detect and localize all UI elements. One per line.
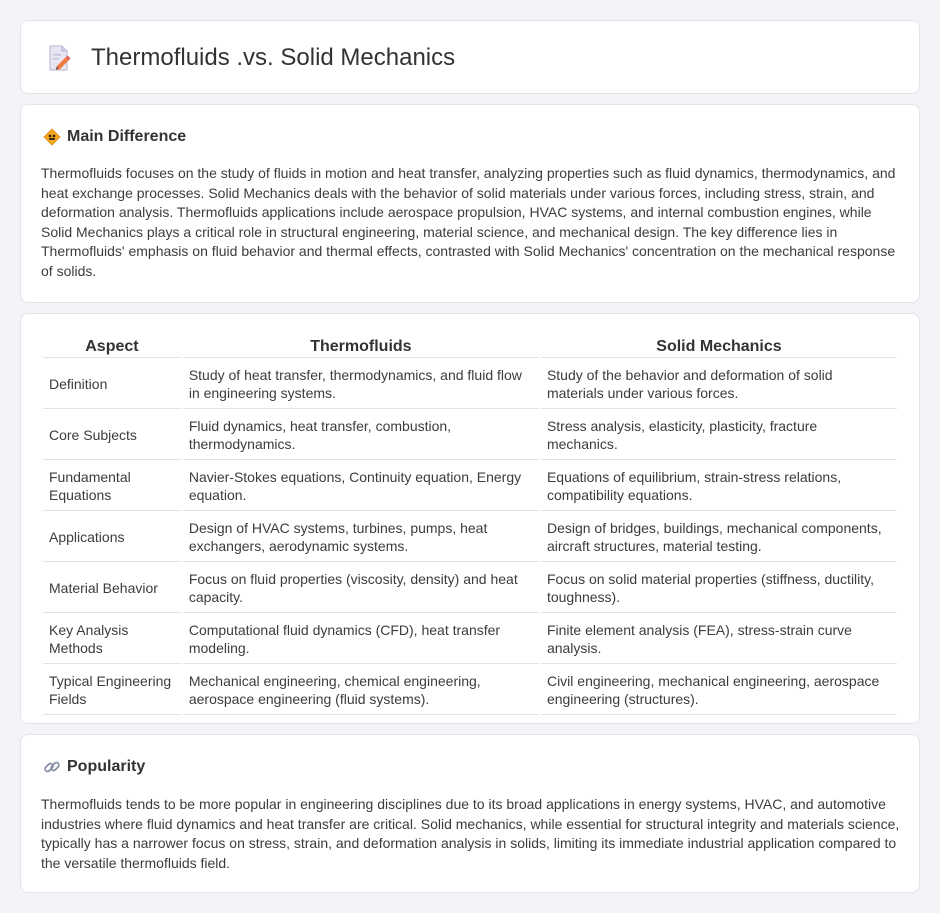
title-row: [47, 43, 455, 73]
thermofluids-cell: Navier-Stokes equations, Continuity equation, Energy equation.: [183, 462, 539, 511]
aspect-cell: Core Subjects: [43, 411, 181, 460]
table-header-row: [43, 336, 897, 358]
page-title: Thermofluids .vs. Solid Mechanics: [91, 44, 456, 71]
popularity-heading: Popularity: [67, 758, 146, 775]
table-row: [43, 615, 897, 664]
table-row: [43, 411, 897, 460]
comparison-card: [20, 313, 920, 724]
main-difference-heading: Main Difference: [67, 128, 187, 145]
header-solid-mechanics: Solid Mechanics: [541, 336, 897, 358]
popularity-text: Thermofluids tends to be more popular in engineering disciplines due to its broad applications in energy systems, HVAC, and automotive industries where fluid dynamics and heat transfer are critical. Solid mechanics, while essential for structural integrity and materials science, typically has a narrower focus on stress, strain, and deformation analysis in solids, limiting its immediate industrial application compared to the versatile thermofluids field.: [41, 796, 900, 871]
main-difference-card: [20, 104, 920, 303]
solid-mechanics-cell: Equations of equilibrium, strain-stress relations, compatibility equations.: [541, 462, 897, 511]
diamond-sign-icon: [43, 128, 61, 146]
aspect-cell: Key Analysis Methods: [43, 615, 181, 664]
aspect-cell: Material Behavior: [43, 564, 181, 613]
thermofluids-cell: Design of HVAC systems, turbines, pumps, heat exchangers, aerodynamic systems.: [183, 513, 539, 562]
solid-mechanics-cell: Study of the behavior and deformation of solid materials under various forces.: [541, 360, 897, 409]
main-difference-heading-row: [43, 127, 186, 147]
thermofluids-cell: Focus on fluid properties (viscosity, density) and heat capacity.: [183, 564, 539, 613]
table-row: [43, 564, 897, 613]
header-card: [20, 20, 920, 94]
aspect-cell: Definition: [43, 360, 181, 409]
popularity-card: [20, 734, 920, 893]
thermofluids-cell: Study of heat transfer, thermodynamics, and fluid flow in engineering systems.: [183, 360, 539, 409]
solid-mechanics-cell: Design of bridges, buildings, mechanical components, aircraft structures, material testing.: [541, 513, 897, 562]
table-row: [43, 666, 897, 715]
main-difference-text: Thermofluids focuses on the study of fluids in motion and heat transfer, analyzing properties such as fluid dynamics, thermodynamics, and heat exchange processes. Solid Mechanics deals with the behavior of solid materials under various forces, including stress, strain, and deformation analysis. Thermofluids applications include aerospace propulsion, HVAC systems, and internal combustion engines, while Solid Mechanics plays a critical role in structural engineering, material science, and mechanical design. The key difference lies in Thermofluids' emphasis on fluid behavior and thermal effects, contrasted with Solid Mechanics' concentration on the mechanical response of solids.: [41, 165, 896, 279]
header-aspect: Aspect: [43, 336, 181, 358]
aspect-cell: Fundamental Equations: [43, 462, 181, 511]
solid-mechanics-cell: Focus on solid material properties (stiffness, ductility, toughness).: [541, 564, 897, 613]
solid-mechanics-cell: Finite element analysis (FEA), stress-strain curve analysis.: [541, 615, 897, 664]
thermofluids-cell: Computational fluid dynamics (CFD), heat transfer modeling.: [183, 615, 539, 664]
header-thermofluids: Thermofluids: [183, 336, 539, 358]
thermofluids-cell: Mechanical engineering, chemical engineering, aerospace engineering (fluid systems).: [183, 666, 539, 715]
aspect-cell: Applications: [43, 513, 181, 562]
link-icon: [43, 758, 61, 776]
document-pencil-icon: [47, 44, 71, 72]
table-row: [43, 462, 897, 511]
comparison-table: [41, 334, 899, 717]
thermofluids-cell: Fluid dynamics, heat transfer, combustion, thermodynamics.: [183, 411, 539, 460]
aspect-cell: Typical Engineering Fields: [43, 666, 181, 715]
table-row: [43, 513, 897, 562]
solid-mechanics-cell: Civil engineering, mechanical engineering, aerospace engineering (structures).: [541, 666, 897, 715]
solid-mechanics-cell: Stress analysis, elasticity, plasticity, fracture mechanics.: [541, 411, 897, 460]
popularity-heading-row: [43, 757, 145, 777]
table-row: [43, 360, 897, 409]
